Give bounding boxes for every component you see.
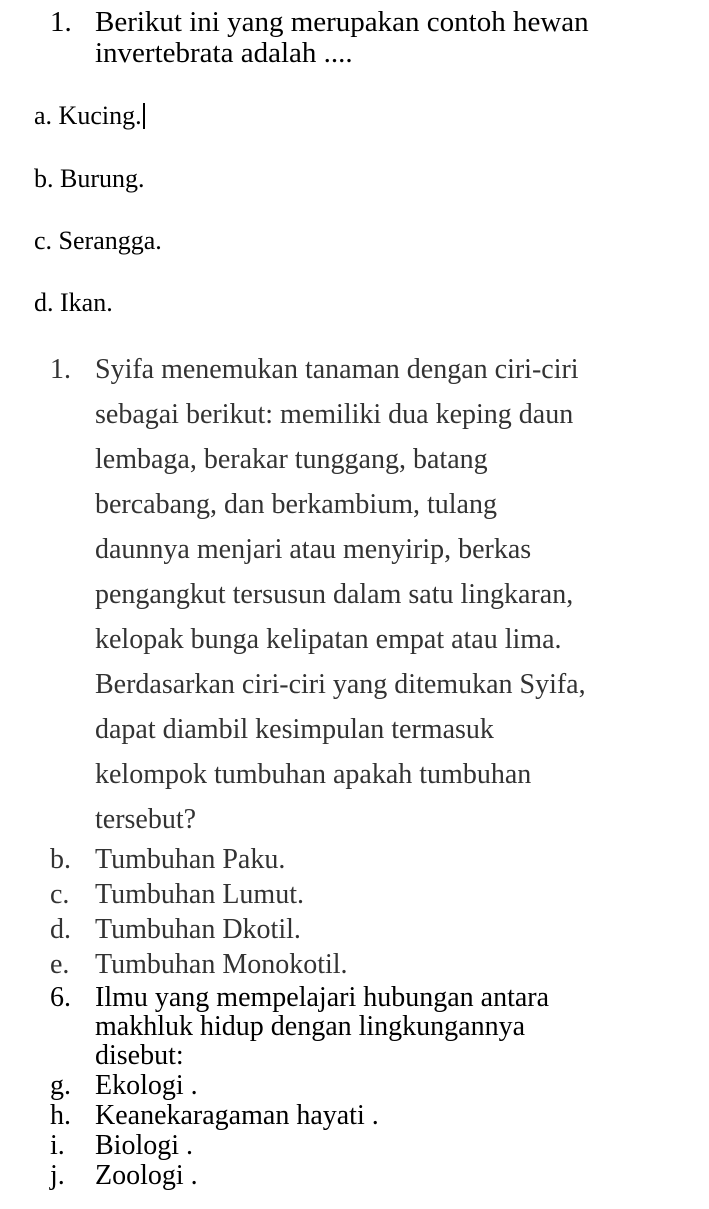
option-text: Tumbuhan Lumut. (95, 879, 304, 910)
question-text-line: lembaga, berakar tunggang, batang (95, 444, 488, 475)
question-text-line: bercabang, dan berkambium, tulang (95, 489, 497, 520)
option-letter: b. (50, 844, 71, 875)
option-text: Serangga. (58, 226, 162, 255)
question-text-line: disebut: (95, 1040, 184, 1071)
option-letter: j. (50, 1160, 65, 1191)
question-text-line: Berdasarkan ciri-ciri yang ditemukan Syifa, (95, 669, 586, 700)
option-letter: c. (50, 879, 70, 910)
option-letter: d. (34, 288, 54, 317)
option-text: Tumbuhan Monokotil. (95, 949, 348, 980)
question-text-line: kelompok tumbuhan apakah tumbuhan (95, 759, 532, 790)
option-b[interactable] (34, 166, 145, 192)
question-number: 1. (50, 6, 72, 38)
question-text-line: daunnya menjari atau menyirip, berkas (95, 534, 532, 565)
option-letter: g. (50, 1070, 71, 1101)
question-number: 6. (50, 982, 71, 1013)
question-text-line: Ilmu yang mempelajari hubungan antara (95, 982, 550, 1013)
option-c[interactable] (34, 228, 162, 254)
question-text-line: makhluk hidup dengan lingkungannya (95, 1011, 526, 1042)
option-text: Biologi . (95, 1130, 194, 1161)
option-letter: a. (34, 101, 53, 130)
question-text-line: Berikut ini yang merupakan contoh hewan (95, 6, 589, 38)
option-letter: h. (50, 1100, 71, 1131)
option-text: Kucing. (58, 101, 142, 130)
question-text-line: sebagai berikut: memiliki dua keping daun (95, 399, 574, 430)
question-text-line: Syifa menemukan tanaman dengan ciri-ciri (95, 354, 579, 385)
option-letter: e. (50, 949, 70, 980)
question-number: 1. (50, 354, 71, 385)
question-text-line: kelopak bunga kelipatan empat atau lima. (95, 624, 562, 655)
option-a[interactable] (34, 103, 145, 129)
option-text: Ekologi . (95, 1070, 198, 1101)
option-letter: i. (50, 1130, 65, 1161)
option-text: Burung. (60, 164, 145, 193)
option-text: Tumbuhan Paku. (95, 844, 286, 875)
option-text: Ikan. (60, 288, 113, 317)
option-text: Keanekaragaman hayati . (95, 1100, 379, 1131)
option-d[interactable] (34, 290, 113, 316)
option-letter: d. (50, 914, 71, 945)
option-text: Zoologi . (95, 1160, 198, 1191)
text-cursor (143, 103, 145, 129)
question-text-line: pengangkut tersusun dalam satu lingkaran, (95, 579, 574, 610)
question-text-line: tersebut? (95, 804, 197, 835)
question-text-line: invertebrata adalah .... (95, 37, 353, 69)
option-letter: b. (34, 164, 54, 193)
option-letter: c. (34, 226, 53, 255)
question-text-line: dapat diambil kesimpulan termasuk (95, 714, 494, 745)
option-text: Tumbuhan Dkotil. (95, 914, 301, 945)
